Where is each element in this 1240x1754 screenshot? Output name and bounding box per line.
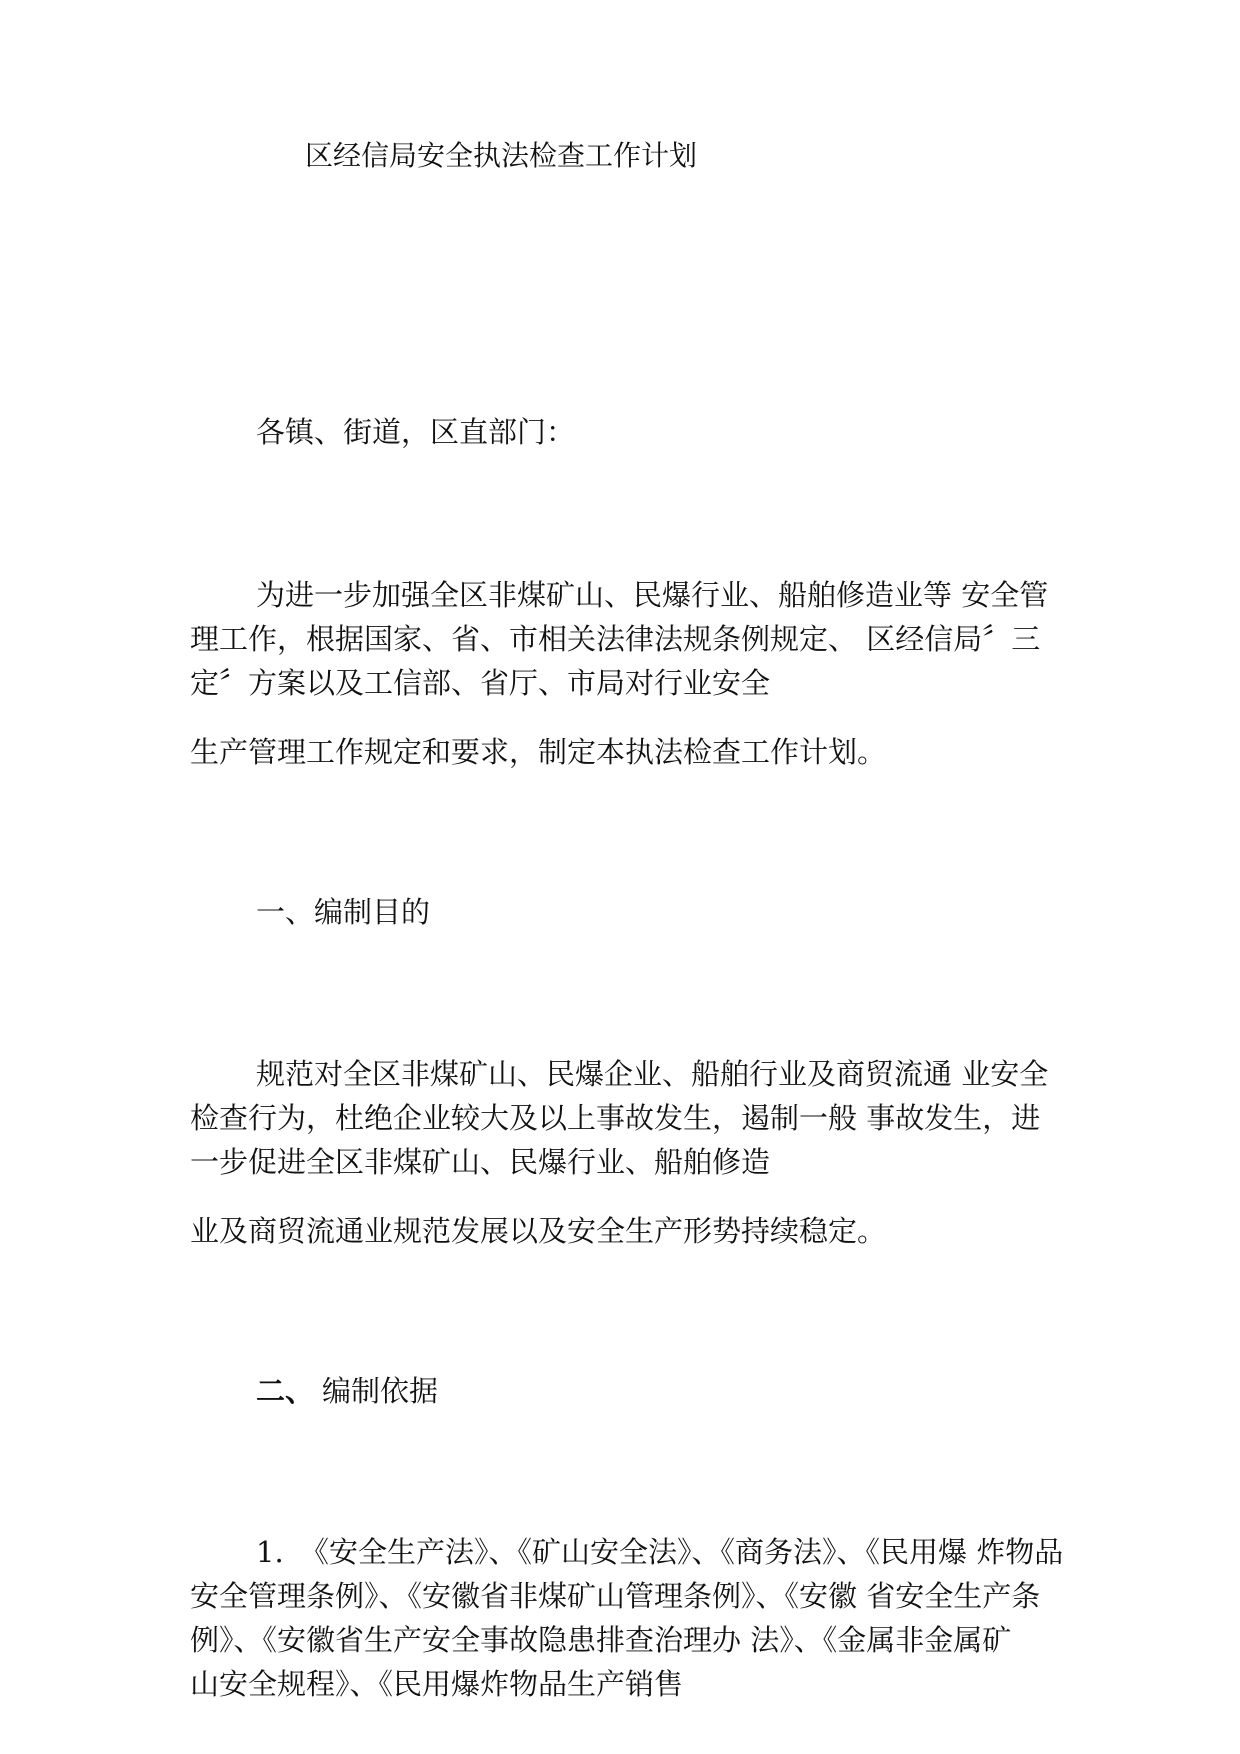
intro-line: 理工作，根据国家、省、市相关法律法规条例规定、 区经信局〞三 (190, 622, 1041, 656)
section1-line: 业及商贸流通业规范发展以及安全生产形势持续稳定。 (190, 1214, 887, 1248)
intro-line: 为进一步加强全区非煤矿山、民爆行业、船舶修造业等 安全管 (256, 578, 1049, 612)
item-line: 山安全规程》、《民用爆炸物品生产销售 (190, 1667, 684, 1701)
section2-heading-text: 编制依据 (322, 1374, 439, 1408)
item-line: 安全管理条例》、《安徽省非煤矿山管理条例》、《安徽 省安全生产条 (190, 1579, 1041, 1613)
salutation: 各镇、街道，区直部门： (256, 415, 576, 449)
intro-line: 定〞方案以及工信部、省厅、市局对行业安全 (190, 666, 771, 700)
item-line: 《安全生产法》、《矿山安全法》、《商务法》、《民用爆 炸物品 (300, 1535, 1064, 1569)
item-line: 例》、《安徽省生产安全事故隐患排查治理办 法》、《金属非金属矿 (190, 1623, 1012, 1657)
section1-line: 规范对全区非煤矿山、民爆企业、船舶行业及商贸流通 业安全 (256, 1057, 1049, 1091)
section2-heading-number: 二、 (256, 1374, 315, 1408)
section1-line: 检查行为，杜绝企业较大及以上事故发生，遏制一般 事故发生，进 (190, 1101, 1041, 1135)
item-number: 1. (256, 1535, 284, 1569)
section1-heading: 一、编制目的 (256, 895, 431, 929)
document-title: 区经信局安全执法检查工作计划 (305, 139, 698, 172)
section1-line: 一步促进全区非煤矿山、民爆行业、船舶修造 (190, 1145, 771, 1179)
intro-line: 生产管理工作规定和要求，制定本执法检查工作计划。 (190, 735, 887, 769)
